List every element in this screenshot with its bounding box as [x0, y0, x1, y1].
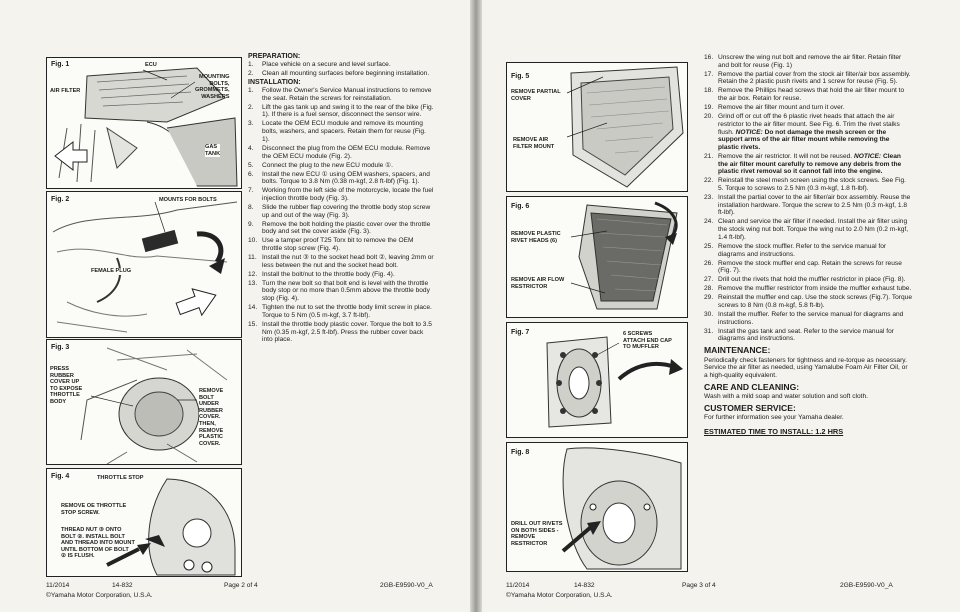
care-heading: CARE AND CLEANING:	[704, 381, 800, 392]
footer-code: 14-832	[112, 582, 133, 589]
list-item: 8. Slide the rubber flap covering the throttle body stop screw up and out of the way (Fig. 3).	[248, 203, 431, 219]
figure-5-label: Fig. 5	[511, 73, 530, 80]
figure-3	[46, 339, 242, 465]
notice-text: Clean the air filter mount carefully to remove any debris from the plastic rivet removal so it cannot fall into the engine.	[718, 152, 902, 176]
list-item: 21. Remove the air restrictor. It will not be reused. NOTICE: Clean the air filter mount carefully to remove any debris from the plastic rivet removal so it cannot fall into the engine.	[704, 152, 902, 176]
footer-doc-number: 2GB-E9590-V0_A	[380, 582, 433, 589]
preparation-list	[248, 61, 434, 78]
list-item: 13. Turn the new bolt so that bolt end is level with the throttle body stop or no more than 0.5mm above the throttle body stop (Fig. 4).	[248, 279, 430, 303]
figure-8-drill-callout: DRILL OUT RIVETS ON BOTH SIDES - REMOVE RESTRICTOR	[511, 521, 563, 547]
list-item: 19. Remove the air filter mount and turn it over.	[704, 104, 845, 112]
footer-code: 14-832	[574, 582, 595, 589]
figure-7-screws-callout: 6 SCREWS ATTACH END CAP TO MUFFLER	[623, 331, 672, 351]
list-item: 4. Disconnect the plug from the OEM ECU module. Remove the OEM ECU module (Fig. 2).	[248, 144, 431, 160]
figure-6-remove-flow-callout: REMOVE AIR FLOW RESTRICTOR	[511, 277, 565, 290]
footer-page-number: Page 2 of 4	[224, 582, 258, 589]
list-item: 7. Working from the left side of the motorcycle, locate the fuel injection throttle body (Fig. 3).	[248, 187, 434, 202]
figure-8	[506, 442, 688, 572]
figure-1-label: Fig. 1	[51, 61, 70, 68]
figure-4-remove-screw-callout: REMOVE OE THROTTLE STOP SCREW.	[61, 503, 127, 516]
customer-service-text: For further information see your Yamaha dealer.	[704, 414, 844, 422]
footer-date: 11/2014	[506, 582, 530, 589]
list-item: 29. Reinstall the muffler end cap. Use the stock screws (Fig.7). Torque screws to 8 Nm (0.8 m-kgf, 5.8 ft-lb).	[704, 294, 912, 309]
list-item: 6. Install the new ECU ① using OEM washers, spacers, and bolts. Torque to 3.8 Nm (0.38 m-kgf, 2.8 ft-lbf) (Fig. 1).	[248, 170, 430, 186]
figure-1-ecu-callout: ECU	[145, 62, 157, 68]
steps-text-column	[704, 54, 912, 436]
maintenance-heading: MAINTENANCE:	[704, 345, 771, 356]
figure-5-remove-air-callout: REMOVE AIR FILTER MOUNT	[513, 137, 555, 150]
figure-8-illustration	[507, 443, 687, 571]
maintenance-text: Periodically check fasteners for tightness and re-torque as necessary. Service the air filter as needed, using Yamalube Foam Air Filter Oil, or a high-quality equivalent.	[704, 356, 908, 379]
notice-label: NOTICE:	[735, 128, 763, 136]
steps-list	[704, 54, 912, 343]
figure-2-label: Fig. 2	[51, 196, 70, 203]
figure-2-mounts-callout: MOUNTS FOR BOLTS	[159, 197, 217, 203]
list-item: 28. Remove the muffler restrictor from inside the muffler exhaust tube.	[704, 285, 912, 293]
list-item: 5. Connect the plug to the new ECU module ①.	[248, 161, 393, 169]
figure-5	[506, 62, 688, 192]
list-item: 1. Place vehicle on a secure and level surface.	[248, 61, 391, 68]
list-item: 18. Remove the Phillips head screws that hold the air filter mount to the air box. Retain for reuse.	[704, 87, 905, 103]
care-text: Wash with a mild soap and water solution and soft cloth.	[704, 393, 868, 401]
figure-6	[506, 196, 688, 318]
footer-doc-number: 2GB-E9590-V0_A	[840, 582, 893, 589]
figure-6-illustration	[507, 197, 687, 317]
customer-service-heading: CUSTOMER SERVICE:	[704, 402, 796, 413]
footer-date: 11/2014	[46, 582, 70, 589]
list-item: 27. Drill out the rivets that hold the muffler restrictor in place (Fig. 8).	[704, 276, 906, 284]
figure-1-gas-tank-callout: GAS TANK	[205, 144, 221, 157]
list-item: 31. Install the gas tank and seat. Refer to the service manual for diagrams and instructions.	[704, 327, 894, 343]
list-item: 17. Remove the partial cover from the stock air filter/air box assembly. Retain the 2 plastic push rivets and 1 screw for reuse (Fig. 5).	[704, 70, 911, 86]
list-item: 2. Lift the gas tank up and swing it to the rear of the bike (Fig. 1). If there is a fuel sensor, disconnect the sensor wire.	[248, 103, 434, 119]
list-item: 15. Install the throttle body plastic cover. Torque the bolt to 3.5 Nm (0.35 m-kgf, 2.5 ft-lbf). Press the rubber cover back into place.	[248, 320, 432, 344]
figure-4-thread-callout: THREAD NUT ③ ONTO BOLT ②. INSTALL BOLT AND THREAD INTO MOUNT UNTIL BOTTOM OF BOLT ② IS FLUSH.	[61, 527, 135, 560]
figure-3-remove-callout: REMOVE BOLT UNDER RUBBER COVER. THEN, REMOVE PLASTIC COVER.	[199, 388, 224, 447]
figure-5-remove-partial-callout: REMOVE PARTIAL COVER	[511, 89, 561, 102]
list-item: 16. Unscrew the wing nut bolt and remove the air filter. Retain filter and bolt for reuse (Fig. 1)	[704, 54, 902, 69]
list-item: 25. Remove the stock muffler. Refer to the service manual for diagrams and instructions.	[704, 242, 887, 258]
list-item: 9. Remove the bolt holding the plastic cover over the throttle body and set the cover aside (Fig. 3).	[248, 220, 431, 236]
figure-7-label: Fig. 7	[511, 329, 530, 336]
preparation-heading: PREPARATION:	[248, 53, 301, 60]
figure-7	[506, 322, 688, 438]
footer-page-number: Page 3 of 4	[682, 582, 716, 589]
figure-6-remove-plastic-callout: REMOVE PLASTIC RIVET HEADS (6)	[511, 231, 561, 244]
figure-4-label: Fig. 4	[51, 473, 70, 480]
list-item: 20. Grind off or cut off the 6 plastic rivet heads that attach the air restrictor to the air filter mount. See Fig. 6. Trim the rivet stalks flush. NOTICE: Do not damage the mesh screen or the support arms of the air filter mount while removing the plastic rivets.	[704, 113, 900, 151]
figure-2	[46, 191, 242, 338]
installation-text-column	[248, 53, 434, 345]
page-3	[482, 0, 960, 612]
list-item: 22. Reinstall the steel mesh screen using the stock screws. See Fig. 5. Torque to screws to 2.5 Nm (0.3 m-kgf, 1.8 ft-lbf).	[704, 177, 907, 193]
figure-2-female-plug-callout: FEMALE PLUG	[91, 268, 132, 274]
list-item: 26. Remove the stock muffler end cap. Retain the screws for reuse (Fig. 7).	[704, 259, 902, 275]
figure-1-air-filter-callout: AIR FILTER	[50, 88, 81, 94]
list-item: 14. Tighten the nut to set the throttle body limit screw in place. Torque to 5 Nm (0.5 m-kgf, 3.7 ft-lbf).	[248, 304, 432, 319]
page-2	[0, 0, 470, 612]
figure-2-illustration	[47, 192, 241, 337]
notice-label: NOTICE:	[853, 152, 882, 160]
list-item: 11. Install the nut ③ to the socket head bolt ②, leaving 2mm or less between the nut and the socket head bolt.	[248, 254, 434, 269]
list-item: 2. Clean all mounting surfaces before beginning installation.	[248, 70, 430, 77]
list-item: 1. Follow the Owner's Service Manual instructions to remove the seat. Retain the screws for reinstallation.	[248, 87, 432, 102]
figure-1-mounting-callout: MOUNTING BOLTS, GROMMETS, WASHERS	[195, 74, 230, 100]
notice-text: Do not damage the mesh screen or the support arms of the air filter mount while removing the plastic rivets.	[718, 128, 890, 151]
installation-heading: INSTALLATION:	[248, 79, 301, 86]
list-item: 23. Install the partial cover to the air filter/air box assembly. Reuse the installation hardware. Torque the screw to 2.5 Nm (0.3 m-kgf, 1.8 ft-lbf).	[704, 194, 911, 217]
figure-3-press-callout: PRESS RUBBER COVER UP TO EXPOSE THROTTLE BODY	[50, 366, 83, 405]
figure-4	[46, 468, 242, 577]
figure-3-label: Fig. 3	[51, 344, 70, 351]
list-item: 10. Use a tamper proof T25 Torx bit to remove the OEM throttle stop screw (Fig. 4).	[248, 237, 414, 253]
list-item: 3. Locate the OEM ECU module and remove its mounting bolts, washers, and spacers. Retain them for reuse (Fig. 1).	[248, 120, 426, 143]
figure-1	[46, 57, 242, 189]
list-item: 12. Install the bolt/nut to the throttle body (Fig. 4).	[248, 270, 395, 278]
estimated-time: ESTIMATED TIME TO INSTALL: 1.2 HRS	[704, 427, 844, 437]
figure-8-label: Fig. 8	[511, 449, 530, 456]
figure-6-label: Fig. 6	[511, 203, 530, 210]
list-item: 30. Install the muffler. Refer to the service manual for diagrams and instructions.	[704, 310, 904, 326]
figure-5-illustration	[507, 63, 687, 191]
footer-copyright: ©Yamaha Motor Corporation, U.S.A.	[46, 592, 153, 599]
figure-4-throttle-stop-callout: THROTTLE STOP	[97, 475, 144, 481]
footer-copyright: ©Yamaha Motor Corporation, U.S.A.	[506, 592, 613, 599]
installation-list	[248, 87, 434, 344]
list-item: 24. Clean and service the air filter if needed. Install the air filter using the stock wing nut bolt. Torque the wing nut to 2.0 Nm (0.2 m-kgf, 1.4 ft-lbf).	[704, 218, 909, 241]
page-fold	[470, 0, 482, 612]
